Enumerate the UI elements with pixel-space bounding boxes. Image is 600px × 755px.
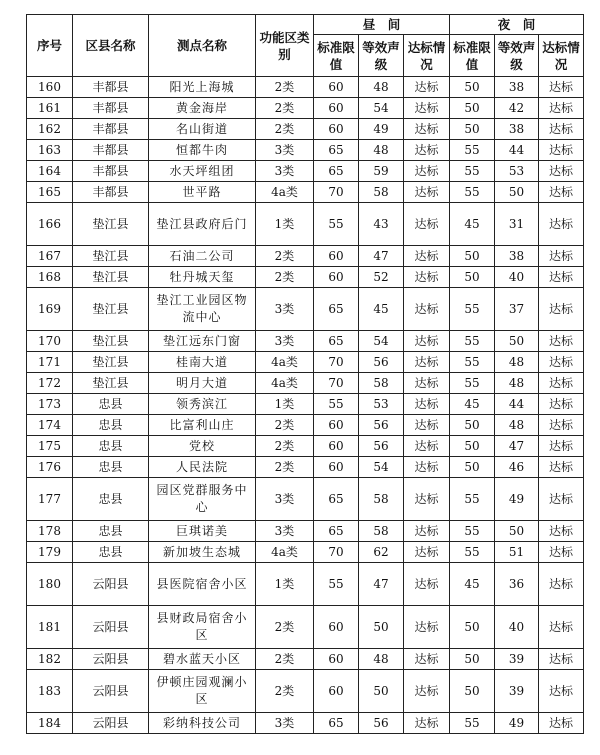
cell-night-std: 50 — [450, 415, 495, 436]
table-row — [27, 436, 584, 457]
cell-zone: 2类 — [256, 77, 314, 98]
table-row — [27, 563, 584, 606]
cell-district: 丰都县 — [73, 161, 149, 182]
cell-day-level: 58 — [359, 182, 404, 203]
cell-night-level: 46 — [495, 457, 539, 478]
cell-district: 垫江县 — [73, 373, 149, 394]
cell-night-level: 44 — [495, 140, 539, 161]
cell-day-status: 达标 — [404, 542, 450, 563]
cell-day-std: 65 — [314, 288, 359, 331]
cell-district: 忠县 — [73, 415, 149, 436]
cell-night-status: 达标 — [539, 478, 584, 521]
header-day: 昼 间 — [314, 15, 450, 35]
cell-seq: 174 — [27, 415, 73, 436]
cell-site: 彩纳科技公司 — [149, 713, 256, 734]
cell-site: 县财政局宿舍小区 — [149, 606, 256, 649]
cell-day-status: 达标 — [404, 436, 450, 457]
header-site: 测点名称 — [149, 15, 256, 77]
cell-night-std: 50 — [450, 267, 495, 288]
cell-zone: 4a类 — [256, 182, 314, 203]
cell-day-level: 58 — [359, 373, 404, 394]
cell-day-status: 达标 — [404, 649, 450, 670]
cell-zone: 3类 — [256, 140, 314, 161]
table-row — [27, 246, 584, 267]
cell-district: 垫江县 — [73, 246, 149, 267]
cell-night-status: 达标 — [539, 521, 584, 542]
cell-night-std: 50 — [450, 77, 495, 98]
cell-district: 垫江县 — [73, 352, 149, 373]
cell-night-std: 45 — [450, 394, 495, 415]
table-row — [27, 373, 584, 394]
cell-day-std: 65 — [314, 331, 359, 352]
cell-seq: 184 — [27, 713, 73, 734]
cell-night-level: 39 — [495, 649, 539, 670]
cell-seq: 180 — [27, 563, 73, 606]
cell-night-status: 达标 — [539, 140, 584, 161]
cell-seq: 171 — [27, 352, 73, 373]
cell-night-level: 38 — [495, 246, 539, 267]
cell-day-status: 达标 — [404, 606, 450, 649]
cell-day-status: 达标 — [404, 415, 450, 436]
table-row — [27, 77, 584, 98]
cell-site: 垫江远东门窗 — [149, 331, 256, 352]
cell-seq: 167 — [27, 246, 73, 267]
cell-zone: 3类 — [256, 161, 314, 182]
cell-site: 巨琪诺美 — [149, 521, 256, 542]
cell-seq: 166 — [27, 203, 73, 246]
cell-district: 垫江县 — [73, 267, 149, 288]
cell-seq: 176 — [27, 457, 73, 478]
cell-day-level: 48 — [359, 77, 404, 98]
cell-seq: 182 — [27, 649, 73, 670]
cell-night-std: 55 — [450, 713, 495, 734]
cell-night-level: 50 — [495, 331, 539, 352]
cell-night-level: 40 — [495, 606, 539, 649]
cell-night-status: 达标 — [539, 267, 584, 288]
cell-district: 丰都县 — [73, 119, 149, 140]
cell-night-status: 达标 — [539, 415, 584, 436]
cell-seq: 165 — [27, 182, 73, 203]
cell-zone: 3类 — [256, 288, 314, 331]
cell-night-status: 达标 — [539, 713, 584, 734]
cell-night-std: 55 — [450, 542, 495, 563]
cell-day-status: 达标 — [404, 288, 450, 331]
cell-night-status: 达标 — [539, 98, 584, 119]
cell-day-status: 达标 — [404, 77, 450, 98]
cell-night-status: 达标 — [539, 119, 584, 140]
cell-day-std: 60 — [314, 98, 359, 119]
cell-district: 忠县 — [73, 478, 149, 521]
cell-zone: 1类 — [256, 394, 314, 415]
cell-zone: 2类 — [256, 98, 314, 119]
cell-night-std: 50 — [450, 457, 495, 478]
cell-zone: 2类 — [256, 119, 314, 140]
cell-zone: 1类 — [256, 203, 314, 246]
cell-day-level: 62 — [359, 542, 404, 563]
cell-night-std: 55 — [450, 288, 495, 331]
cell-night-level: 31 — [495, 203, 539, 246]
cell-day-status: 达标 — [404, 670, 450, 713]
cell-seq: 168 — [27, 267, 73, 288]
cell-day-level: 53 — [359, 394, 404, 415]
header-district: 区县名称 — [73, 15, 149, 77]
cell-night-level: 51 — [495, 542, 539, 563]
table-row — [27, 478, 584, 521]
cell-night-status: 达标 — [539, 542, 584, 563]
cell-night-level: 42 — [495, 98, 539, 119]
cell-night-status: 达标 — [539, 563, 584, 606]
cell-night-status: 达标 — [539, 649, 584, 670]
table-row — [27, 352, 584, 373]
cell-zone: 2类 — [256, 606, 314, 649]
table-row — [27, 457, 584, 478]
cell-day-std: 60 — [314, 436, 359, 457]
cell-site: 世平路 — [149, 182, 256, 203]
cell-day-status: 达标 — [404, 98, 450, 119]
cell-seq: 172 — [27, 373, 73, 394]
cell-district: 丰都县 — [73, 182, 149, 203]
cell-day-status: 达标 — [404, 246, 450, 267]
cell-zone: 3类 — [256, 331, 314, 352]
cell-site: 桂南大道 — [149, 352, 256, 373]
cell-site: 水天坪组团 — [149, 161, 256, 182]
table-row — [27, 394, 584, 415]
cell-zone: 2类 — [256, 457, 314, 478]
cell-day-level: 43 — [359, 203, 404, 246]
cell-day-level: 56 — [359, 352, 404, 373]
cell-seq: 161 — [27, 98, 73, 119]
cell-night-std: 50 — [450, 119, 495, 140]
cell-night-level: 38 — [495, 119, 539, 140]
cell-district: 忠县 — [73, 542, 149, 563]
cell-seq: 170 — [27, 331, 73, 352]
cell-district: 丰都县 — [73, 140, 149, 161]
cell-zone: 2类 — [256, 415, 314, 436]
cell-day-level: 56 — [359, 713, 404, 734]
table-row — [27, 203, 584, 246]
cell-night-level: 40 — [495, 267, 539, 288]
cell-zone: 4a类 — [256, 352, 314, 373]
cell-day-std: 60 — [314, 415, 359, 436]
cell-day-std: 60 — [314, 267, 359, 288]
cell-seq: 169 — [27, 288, 73, 331]
cell-day-level: 48 — [359, 649, 404, 670]
cell-night-status: 达标 — [539, 182, 584, 203]
table-row — [27, 161, 584, 182]
cell-day-std: 60 — [314, 670, 359, 713]
cell-night-status: 达标 — [539, 203, 584, 246]
cell-site: 伊顿庄园观澜小区 — [149, 670, 256, 713]
cell-day-status: 达标 — [404, 521, 450, 542]
cell-day-std: 70 — [314, 352, 359, 373]
header-night-std: 标准限值 — [450, 35, 495, 77]
cell-night-level: 36 — [495, 563, 539, 606]
header-seq: 序号 — [27, 15, 73, 77]
cell-zone: 3类 — [256, 521, 314, 542]
table-row — [27, 182, 584, 203]
cell-day-status: 达标 — [404, 182, 450, 203]
cell-night-std: 45 — [450, 203, 495, 246]
cell-day-std: 65 — [314, 140, 359, 161]
cell-zone: 2类 — [256, 436, 314, 457]
cell-site: 石油二公司 — [149, 246, 256, 267]
cell-night-std: 55 — [450, 331, 495, 352]
cell-day-std: 65 — [314, 713, 359, 734]
cell-night-status: 达标 — [539, 606, 584, 649]
cell-seq: 178 — [27, 521, 73, 542]
cell-site: 新加坡生态城 — [149, 542, 256, 563]
cell-night-status: 达标 — [539, 352, 584, 373]
cell-day-status: 达标 — [404, 478, 450, 521]
table-row — [27, 521, 584, 542]
table-row — [27, 542, 584, 563]
cell-night-std: 55 — [450, 521, 495, 542]
cell-day-level: 50 — [359, 670, 404, 713]
cell-night-status: 达标 — [539, 331, 584, 352]
cell-night-std: 55 — [450, 182, 495, 203]
cell-seq: 181 — [27, 606, 73, 649]
table-row — [27, 267, 584, 288]
cell-night-level: 39 — [495, 670, 539, 713]
table-row — [27, 288, 584, 331]
cell-day-level: 54 — [359, 98, 404, 119]
cell-district: 丰都县 — [73, 77, 149, 98]
cell-zone: 2类 — [256, 267, 314, 288]
cell-zone: 3类 — [256, 478, 314, 521]
cell-seq: 183 — [27, 670, 73, 713]
cell-district: 垫江县 — [73, 331, 149, 352]
cell-site: 垫江工业园区物流中心 — [149, 288, 256, 331]
cell-day-std: 55 — [314, 394, 359, 415]
cell-district: 忠县 — [73, 394, 149, 415]
cell-seq: 160 — [27, 77, 73, 98]
header-night-level: 等效声级 — [495, 35, 539, 77]
cell-day-std: 65 — [314, 521, 359, 542]
cell-night-level: 49 — [495, 478, 539, 521]
cell-night-level: 50 — [495, 521, 539, 542]
cell-site: 明月大道 — [149, 373, 256, 394]
cell-night-std: 50 — [450, 670, 495, 713]
noise-monitoring-table — [26, 14, 584, 734]
cell-night-level: 53 — [495, 161, 539, 182]
noise-monitoring-table-wrapper — [26, 14, 584, 734]
cell-day-std: 60 — [314, 119, 359, 140]
cell-night-level: 50 — [495, 182, 539, 203]
cell-district: 垫江县 — [73, 288, 149, 331]
cell-day-level: 56 — [359, 436, 404, 457]
table-body — [27, 77, 584, 734]
cell-day-std: 60 — [314, 649, 359, 670]
cell-site: 领秀滨江 — [149, 394, 256, 415]
cell-night-status: 达标 — [539, 436, 584, 457]
table-row — [27, 331, 584, 352]
cell-day-status: 达标 — [404, 267, 450, 288]
cell-site: 比富利山庄 — [149, 415, 256, 436]
cell-site: 人民法院 — [149, 457, 256, 478]
cell-night-status: 达标 — [539, 77, 584, 98]
cell-site: 党校 — [149, 436, 256, 457]
cell-night-level: 37 — [495, 288, 539, 331]
cell-day-std: 60 — [314, 606, 359, 649]
cell-seq: 179 — [27, 542, 73, 563]
cell-district: 云阳县 — [73, 713, 149, 734]
cell-day-std: 65 — [314, 161, 359, 182]
cell-night-status: 达标 — [539, 394, 584, 415]
cell-seq: 163 — [27, 140, 73, 161]
cell-district: 云阳县 — [73, 563, 149, 606]
cell-site: 县医院宿舍小区 — [149, 563, 256, 606]
cell-district: 垫江县 — [73, 203, 149, 246]
cell-zone: 2类 — [256, 670, 314, 713]
cell-district: 云阳县 — [73, 670, 149, 713]
cell-day-status: 达标 — [404, 140, 450, 161]
header-day-level: 等效声级 — [359, 35, 404, 77]
cell-district: 忠县 — [73, 521, 149, 542]
table-row — [27, 119, 584, 140]
cell-day-level: 50 — [359, 606, 404, 649]
cell-night-level: 47 — [495, 436, 539, 457]
cell-day-std: 60 — [314, 457, 359, 478]
header-day-status: 达标情况 — [404, 35, 450, 77]
cell-night-level: 48 — [495, 415, 539, 436]
cell-site: 名山街道 — [149, 119, 256, 140]
cell-day-std: 70 — [314, 182, 359, 203]
cell-night-std: 50 — [450, 606, 495, 649]
cell-day-status: 达标 — [404, 713, 450, 734]
header-zone: 功能区类别 — [256, 15, 314, 77]
cell-district: 丰都县 — [73, 98, 149, 119]
cell-night-level: 48 — [495, 373, 539, 394]
cell-day-level: 47 — [359, 563, 404, 606]
cell-seq: 177 — [27, 478, 73, 521]
cell-day-level: 52 — [359, 267, 404, 288]
cell-day-std: 70 — [314, 542, 359, 563]
cell-day-std: 60 — [314, 77, 359, 98]
cell-day-status: 达标 — [404, 161, 450, 182]
cell-site: 阳光上海城 — [149, 77, 256, 98]
cell-night-std: 50 — [450, 436, 495, 457]
cell-day-status: 达标 — [404, 373, 450, 394]
cell-site: 恒都牛肉 — [149, 140, 256, 161]
cell-night-status: 达标 — [539, 246, 584, 267]
cell-night-status: 达标 — [539, 288, 584, 331]
cell-day-status: 达标 — [404, 394, 450, 415]
cell-night-level: 49 — [495, 713, 539, 734]
cell-day-std: 55 — [314, 203, 359, 246]
cell-seq: 164 — [27, 161, 73, 182]
cell-site: 园区党群服务中心 — [149, 478, 256, 521]
cell-day-level: 49 — [359, 119, 404, 140]
cell-site: 垫江县政府后门 — [149, 203, 256, 246]
cell-day-status: 达标 — [404, 563, 450, 606]
cell-night-status: 达标 — [539, 161, 584, 182]
cell-day-level: 54 — [359, 457, 404, 478]
cell-night-std: 50 — [450, 246, 495, 267]
cell-night-std: 55 — [450, 352, 495, 373]
cell-zone: 4a类 — [256, 542, 314, 563]
cell-night-std: 55 — [450, 478, 495, 521]
table-row — [27, 606, 584, 649]
cell-day-std: 65 — [314, 478, 359, 521]
cell-zone: 2类 — [256, 246, 314, 267]
cell-site: 碧水蓝天小区 — [149, 649, 256, 670]
cell-night-level: 44 — [495, 394, 539, 415]
cell-night-std: 50 — [450, 98, 495, 119]
cell-day-level: 54 — [359, 331, 404, 352]
cell-day-level: 58 — [359, 521, 404, 542]
table-row — [27, 649, 584, 670]
cell-night-std: 55 — [450, 161, 495, 182]
cell-site: 牡丹城天玺 — [149, 267, 256, 288]
table-row — [27, 98, 584, 119]
table-row — [27, 713, 584, 734]
cell-day-level: 58 — [359, 478, 404, 521]
cell-zone: 1类 — [256, 563, 314, 606]
cell-day-status: 达标 — [404, 352, 450, 373]
cell-zone: 2类 — [256, 649, 314, 670]
header-night-status: 达标情况 — [539, 35, 584, 77]
cell-night-std: 55 — [450, 140, 495, 161]
header-day-std: 标准限值 — [314, 35, 359, 77]
table-row — [27, 415, 584, 436]
cell-district: 云阳县 — [73, 606, 149, 649]
cell-day-level: 48 — [359, 140, 404, 161]
cell-night-std: 45 — [450, 563, 495, 606]
cell-site: 黄金海岸 — [149, 98, 256, 119]
cell-night-status: 达标 — [539, 670, 584, 713]
cell-day-std: 70 — [314, 373, 359, 394]
cell-day-level: 45 — [359, 288, 404, 331]
cell-day-level: 47 — [359, 246, 404, 267]
cell-night-std: 55 — [450, 373, 495, 394]
cell-day-level: 59 — [359, 161, 404, 182]
cell-night-level: 48 — [495, 352, 539, 373]
cell-seq: 173 — [27, 394, 73, 415]
cell-day-status: 达标 — [404, 457, 450, 478]
cell-seq: 162 — [27, 119, 73, 140]
header-night: 夜 间 — [450, 15, 584, 35]
cell-district: 云阳县 — [73, 649, 149, 670]
table-row — [27, 140, 584, 161]
cell-day-level: 56 — [359, 415, 404, 436]
cell-day-status: 达标 — [404, 119, 450, 140]
cell-seq: 175 — [27, 436, 73, 457]
cell-night-status: 达标 — [539, 373, 584, 394]
cell-night-status: 达标 — [539, 457, 584, 478]
cell-district: 忠县 — [73, 457, 149, 478]
cell-night-std: 50 — [450, 649, 495, 670]
cell-zone: 4a类 — [256, 373, 314, 394]
cell-district: 忠县 — [73, 436, 149, 457]
cell-zone: 3类 — [256, 713, 314, 734]
cell-day-status: 达标 — [404, 203, 450, 246]
cell-day-status: 达标 — [404, 331, 450, 352]
cell-day-std: 60 — [314, 246, 359, 267]
cell-day-std: 55 — [314, 563, 359, 606]
table-row — [27, 670, 584, 713]
cell-night-level: 38 — [495, 77, 539, 98]
